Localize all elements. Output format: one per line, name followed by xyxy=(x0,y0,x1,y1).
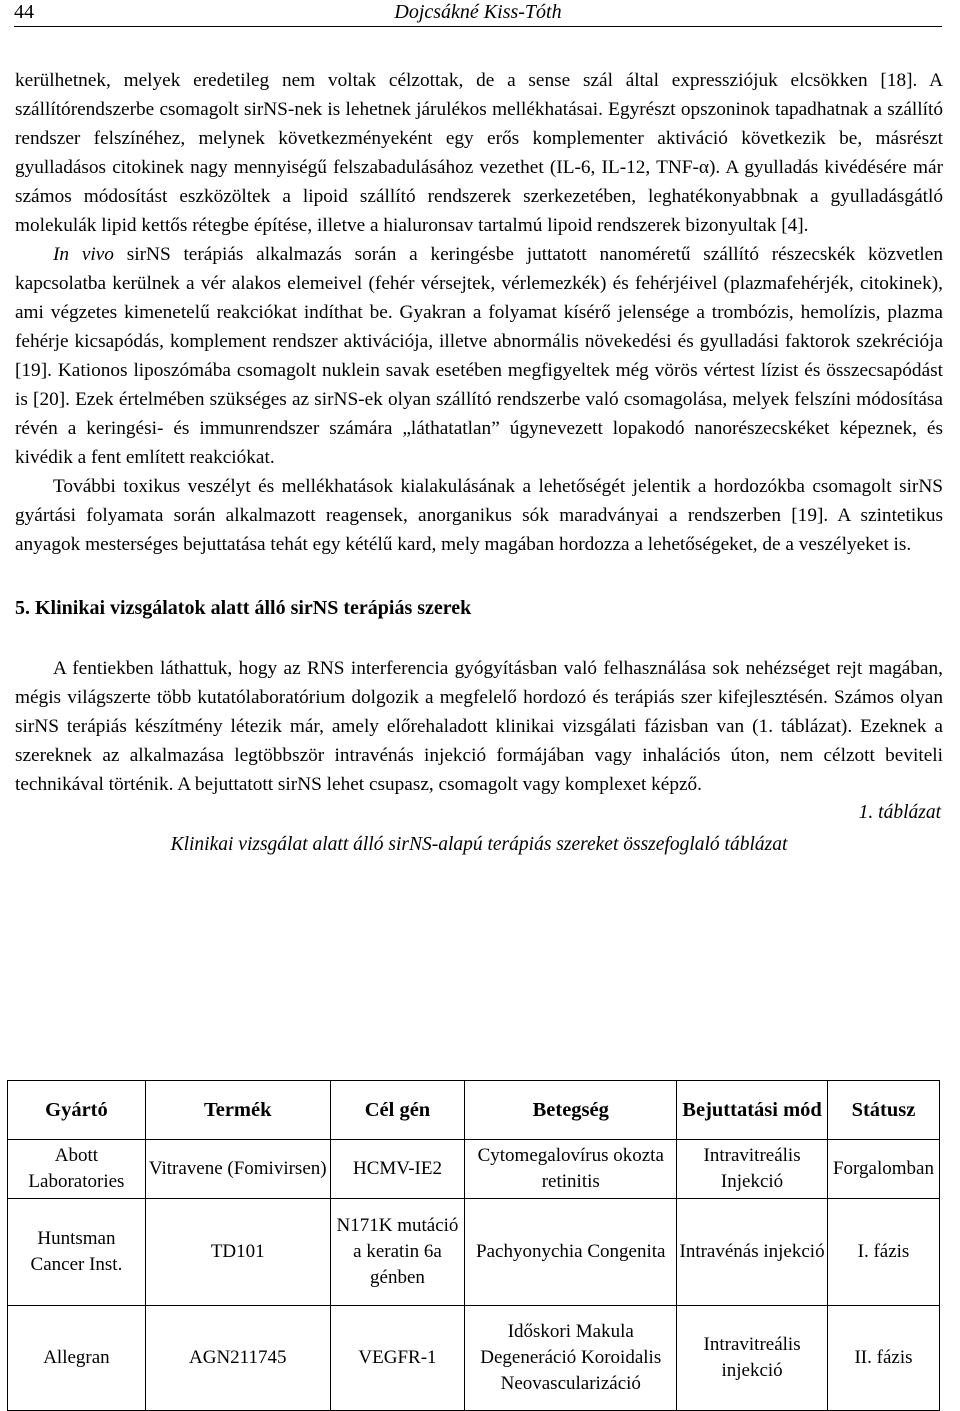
table-row xyxy=(8,1306,940,1411)
table-number: 1. táblázat xyxy=(858,802,941,823)
table-caption: Klinikai vizsgálat alatt álló sirNS-alapú terápiás szereket összefoglaló táblázat xyxy=(170,834,788,855)
cell-gyarto: Abott Laboratories xyxy=(8,1140,146,1199)
cell-cel-gen: N171K mutáció a keratin 6a génben xyxy=(330,1199,465,1306)
cell-statusz: Forgalomban xyxy=(827,1140,939,1199)
table-header-row xyxy=(8,1081,940,1140)
cell-cel-gen: VEGFR-1 xyxy=(330,1306,465,1411)
cell-cel-gen: HCMV-IE2 xyxy=(330,1140,465,1199)
paragraph-2 xyxy=(15,240,943,472)
header-betegseg: Betegség xyxy=(465,1081,677,1140)
cell-betegseg: Cytomegalovírus okozta retinitis xyxy=(465,1140,677,1199)
cell-termek: Vitravene (Fomivirsen) xyxy=(145,1140,330,1199)
cell-bejuttatasi-mod: Intravénás injekció xyxy=(677,1199,828,1306)
header-statusz: Státusz xyxy=(827,1081,939,1140)
cell-gyarto: Allegran xyxy=(8,1306,146,1411)
table-row xyxy=(8,1140,940,1199)
cell-statusz: I. fázis xyxy=(827,1199,939,1306)
cell-bejuttatasi-mod: Intravitreális injekció xyxy=(677,1306,828,1411)
cell-bejuttatasi-mod: Intravitreális Injekció xyxy=(677,1140,828,1199)
section-heading: 5. Klinikai vizsgálatok alatt álló sirNS terápiás szerek xyxy=(15,597,472,619)
table-row xyxy=(8,1199,940,1306)
paragraph-3: További toxikus veszélyt és mellékhatások kialakulásának a lehetőségét jelentik a hordozókba csomagolt sirNS gyártási folyamata során alkalmazott reagensek, anorganikus sók maradványai a rendszerben [19]. A szintetikus anyagok mesterséges bejuttatása tehát egy kétélű kard, mely magában hordozza a lehetőségeket, de a veszélyeket is. xyxy=(15,476,943,555)
cell-termek: TD101 xyxy=(145,1199,330,1306)
clinical-trials-table xyxy=(7,1080,940,1411)
cell-statusz: II. fázis xyxy=(827,1306,939,1411)
header-cel-gen: Cél gén xyxy=(330,1081,465,1140)
in-vivo-term: In vivo xyxy=(53,244,114,265)
page-number: 44 xyxy=(14,1,34,23)
header-gyarto: Gyártó xyxy=(8,1081,146,1140)
page-header xyxy=(14,0,942,27)
cell-termek: AGN211745 xyxy=(145,1306,330,1411)
paragraph-4: A fentiekben láthattuk, hogy az RNS interferencia gyógyításban való felhasználása sok nehézséget rejt magában, mégis világszerte több kutatólaboratórium dolgozik a megfelelő hordozó és terápiás szer kifejlesztésén. Számos olyan sirNS terápiás készítmény létezik már, amely előrehaladott klinikai vizsgálati fázisban van (1. táblázat). Ezeknek a szereknek az alkalmazása legtöbbször intravénás injekció formájában vagy inhalációs úton, nem célzott beviteli technikával történik. A bejuttatott sirNS lehet csupasz, csomagolt vagy komplexet képző. xyxy=(15,658,943,795)
paragraph-2-text: sirNS terápiás alkalmazás során a keringésbe juttatott nanoméretű szállító részecskék közvetlen kapcsolatba kerülnek a vér alakos elemeivel (fehér vérsejtek, vérlemezkék) és fehérjéivel (plazmafehérjék, citokinek), ami végzetes kimenetelű reakciókat indíthat be. Gyakran a folyamat kísérő jelensége a trombózis, hemolízis, plazma fehérje kicsapódás, komplement rendszer aktivációja, illetve abnormális növekedési és gyulladási faktorok szekréciója [19]. Kationos liposzómába csomagolt nuklein savak esetében megfigyeltek még vörös vértest lízist és összecsapódást is [20]. Ezek értelmében szükséges az sirNS-ek olyan szállító rendszerbe való csomagolása, melyek felszíni módosítása révén a keringési- és immunrendszer számára „láthatatlan” úgynevezett lopakodó nanorészecskéket képeznek, és kivédik a fent említett reakciókat. xyxy=(15,244,943,468)
cell-betegseg: Pachyonychia Congenita xyxy=(465,1199,677,1306)
cell-gyarto: Huntsman Cancer Inst. xyxy=(8,1199,146,1306)
header-termek: Termék xyxy=(145,1081,330,1140)
running-author: Dojcsákné Kiss-Tóth xyxy=(394,1,562,23)
header-bejuttatasi-mod: Bejuttatási mód xyxy=(677,1081,828,1140)
article-body xyxy=(15,66,943,859)
paragraph-1: kerülhetnek, melyek eredetileg nem voltak célzottak, de a sense szál által expressziójuk elcsökken [18]. A szállítórendszerbe csomagolt sirNS-nek is lehetnek járulékos mellékhatásai. Egyrészt opszoninok tapadhatnak a szállító rendszer felszínéhez, melynek következményeként egy erős komplementer aktiváció következik be, másrészt gyulladásos citokinek nagy mennyiségű felszabadulásához vezethet (IL-6, IL-12, TNF-α). A gyulladás kivédésére már számos módosítást eszközöltek a lipoid szállító rendszerek szerkezetében, leghatékonyabbnak a gyulladásgátló molekulák lipid kettős rétegbe építése, illetve a hialuronsav tartalmú lipoid rendszerek bizonyultak [4]. xyxy=(15,70,943,236)
cell-betegseg: Időskori Makula Degeneráció Koroidalis Neovascularizáció xyxy=(465,1306,677,1411)
